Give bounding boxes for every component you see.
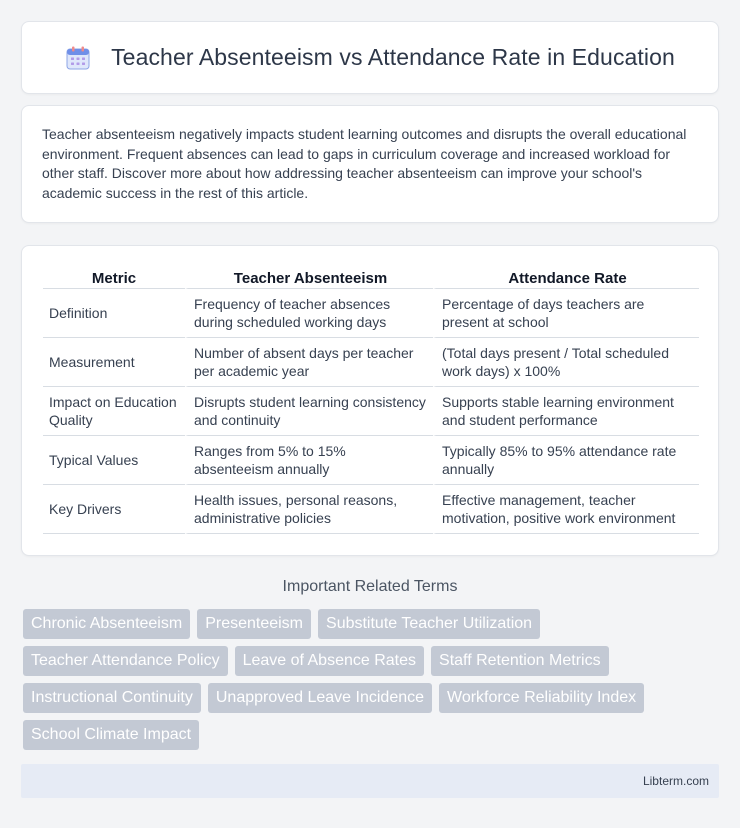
intro-card [21,105,719,223]
table-cell: Health issues, personal reasons, administrative policies [185,485,433,534]
table-row [43,338,699,387]
column-header-teacher-absenteeism: Teacher Absenteeism [185,266,433,289]
comparison-table [43,266,699,534]
tag-chronic-absenteeism[interactable]: Chronic Absenteeism [23,609,190,639]
table-cell: Percentage of days teachers are present at school [433,289,699,338]
tag-unapproved-leave-incidence[interactable]: Unapproved Leave Incidence [208,683,432,713]
footer [21,764,719,798]
comparison-table-card [21,245,719,556]
related-terms-title: Important Related Terms [282,578,458,595]
tag-staff-retention-metrics[interactable]: Staff Retention Metrics [431,646,609,676]
tag-substitute-teacher-utilization[interactable]: Substitute Teacher Utilization [318,609,540,639]
footer-brand-link[interactable]: Libterm.com [642,774,709,788]
tag-workforce-reliability-index[interactable]: Workforce Reliability Index [439,683,644,713]
table-cell-metric: Measurement [43,338,185,387]
table-cell: Effective management, teacher motivation, positive work environment [433,485,699,534]
table-cell: Typically 85% to 95% attendance rate annually [433,436,699,485]
table-header-row [43,266,699,289]
related-terms-list [23,609,723,757]
tag-instructional-continuity[interactable]: Instructional Continuity [23,683,201,713]
table-cell: Ranges from 5% to 15% absenteeism annually [185,436,433,485]
table-cell: Disrupts student learning consistency and continuity [185,387,433,436]
table-cell: (Total days present / Total scheduled work days) x 100% [433,338,699,387]
tag-leave-of-absence-rates[interactable]: Leave of Absence Rates [235,646,424,676]
header-card [21,21,719,94]
column-header-attendance-rate: Attendance Rate [433,266,699,289]
table-cell-metric: Impact on Education Quality [43,387,185,436]
calendar-icon [65,45,91,71]
table-cell: Frequency of teacher absences during scheduled working days [185,289,433,338]
table-cell-metric: Definition [43,289,185,338]
tag-school-climate-impact[interactable]: School Climate Impact [23,720,199,750]
tag-presenteeism[interactable]: Presenteeism [197,609,311,639]
table-row [43,289,699,338]
tag-teacher-attendance-policy[interactable]: Teacher Attendance Policy [23,646,228,676]
table-row [43,436,699,485]
column-header-metric: Metric [43,266,185,289]
table-cell-metric: Key Drivers [43,485,185,534]
table-cell: Number of absent days per teacher per academic year [185,338,433,387]
table-cell-metric: Typical Values [43,436,185,485]
intro-paragraph: Teacher absenteeism negatively impacts student learning outcomes and disrupts the overall educational environment. Frequent absences can lead to gaps in curriculum coverage and increased workload for other staff. Discover more about how addressing teacher absenteeism can improve your school's academic success in the rest of this article. [42,126,687,201]
table-row [43,485,699,534]
table-row [43,387,699,436]
table-cell: Supports stable learning environment and student performance [433,387,699,436]
page-title: Teacher Absenteeism vs Attendance Rate in Education [111,44,675,70]
